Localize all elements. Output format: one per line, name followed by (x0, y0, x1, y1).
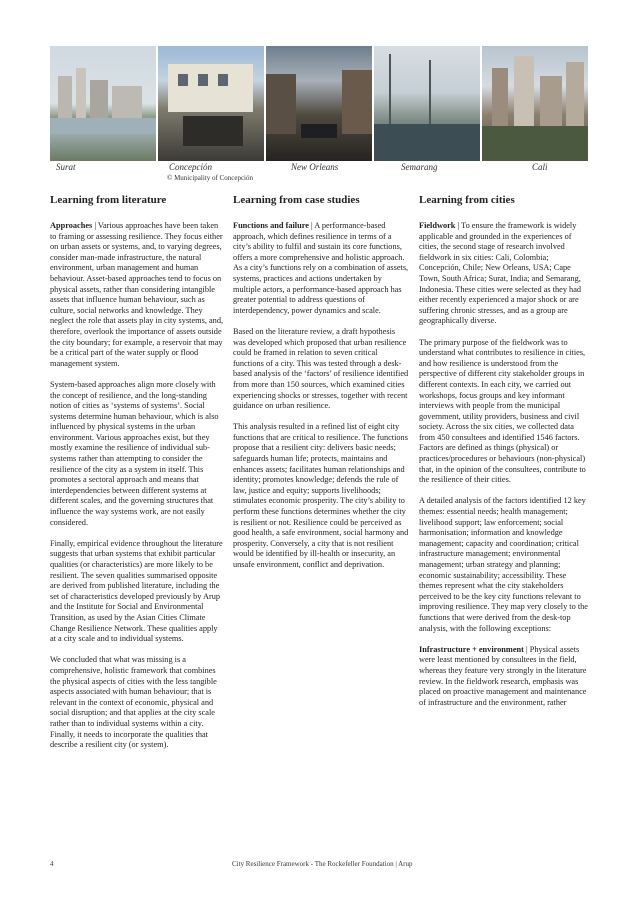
paragraph-infrastructure: Infrastructure + environment | Physical assets were least mentioned by consultees in the field, whereas they feature very strongly in the literature review. In the fieldwork research, emphasis was placed on proactive management and maintenance of infrastructure and the environment, rather (419, 644, 587, 707)
heading-cities: Learning from cities (419, 194, 515, 206)
paragraph-approaches: Approaches | Various approaches have been taken to framing or assessing resilience. They focus either on urban assets or systems, and, to varying degrees, consider man-made infrastructure, the natural environment, urban management and human behaviour. Asset-based approaches tend to focus on physical assets, rather than considering intangible assets that influence human behaviour, such as culture, social networks and knowledge. They neglect the role that assets play in city systems, and, therefore, overlook the importance of assets outside the city boundary; for example, a reservoir that may be a critical part of the water supply or flood management system. (50, 221, 224, 368)
page-number: 4 (50, 860, 54, 868)
caption-cali: Cali (532, 162, 548, 172)
photo-surat (50, 46, 156, 161)
footer-text: City Resilience Framework - The Rockefeller Foundation | Arup (232, 860, 413, 868)
column-literature (50, 194, 225, 761)
photo-semarang (372, 46, 480, 161)
heading-literature: Learning from literature (50, 194, 167, 206)
paragraph-functions-failure: Functions and failure | A performance-based approach, which defines resilience in terms of a city’s ability to fulfil and sustain its core functions, offers a more comprehensive and holistic approach. As a city’s functions rely on a combination of assets, systems, practices and actions undertaken by multiple actors, a performance-based approach has greater potential to address questions of interdependency, power dynamics and scale. (233, 221, 409, 315)
heading-case-studies: Learning from case studies (233, 194, 360, 206)
paragraph-fieldwork: Fieldwork | To ensure the framework is widely applicable and grounded in the experiences of cities, the second stage of research involved fieldwork in six cities: Cali, Colombia; Concepción, Chile; New Orleans, USA; Cape Town, South Africa; Surat, India; and Semarang, Indonesia. These cities were selected as they had either recently experienced a major shock or are suffering chronic stresses, and as a group are geographically diverse. (419, 221, 582, 326)
column-case-studies (233, 194, 410, 581)
paragraph-key-themes: A detailed analysis of the factors identified 12 key themes: essential needs; health management; livelihood support; law enforcement; social harmonisation; information and knowledge management; capacity and coordination; critical infrastructure management; environmental management; urban strategy and planning; economic sustainability; accessibility. These themes represent what the city stakeholders perceived to be the key city functions relevant to improving resilience. They map very closely to the functions that were derived from the desk-top analysis, with the following exceptions: (419, 496, 588, 633)
photo-strip (50, 46, 588, 161)
photo-credit: © Municipality of Concepción (167, 174, 253, 182)
lead-infrastructure: Infrastructure + environment (419, 644, 524, 654)
caption-surat: Surat (56, 162, 76, 172)
lead-approaches: Approaches (50, 221, 93, 230)
caption-new-orleans: New Orleans (291, 162, 339, 172)
paragraph-hypothesis: Based on the literature review, a draft hypothesis was developed which proposed that urban resilience could be framed in relation to seven critical functions of a city. This was tested through a desk-based analysis of the ‘factors’ of resilience identified from more than 150 sources, which examined cities experiencing shocks or stresses, together with recent guidance on urban resilience. (233, 326, 409, 411)
lead-functions-failure: Functions and failure (233, 221, 309, 230)
photo-new-orleans (264, 46, 372, 161)
photo-captions (56, 162, 588, 176)
column-cities (419, 194, 591, 719)
photo-cali (480, 46, 588, 161)
lead-fieldwork: Fieldwork (419, 221, 456, 230)
paragraph-system-based: System-based approaches align more closely with the concept of resilience, and the long-standing notion of cities as ‘systems of systems’. Social systems determine human behaviour, which is also influenced by physical systems in the urban environment. Various approaches exist, but they mostly examine the resilience of individual sub-systems rather than attempting to consider the resilience of the city as a system in itself. This promotes a sectoral approach and means that interdependencies between different systems at different scales, and the governing structures that influence the way systems work, are not easily considered. (50, 379, 219, 527)
paragraph-conclusion: We concluded that what was missing is a comprehensive, holistic framework that combines the physical aspects of cities with the less tangible aspects associated with human behaviour; that is relevant in the context of economic, physical and social disruption; and that applies at the city scale rather than to individual systems within a city. Finally, it needs to incorporate the qualities that describe a resilient city (or system). (50, 655, 217, 750)
caption-concepcion: Concepción (169, 162, 212, 172)
paragraph-empirical: Finally, empirical evidence throughout the literature suggests that urban systems that exhibit particular qualities (or characteristics) are more likely to be resilient. The seven qualities summarised opposite are derived from published literature, including the set of characteristics developed previously by Arup and the Institute for Social and Environmental Transition, as used by the Asian Cities Climate Change Resilience Network. These qualities apply at a city scale and to individual systems. (50, 538, 223, 644)
paragraph-eight-functions: This analysis resulted in a refined list of eight city functions that are critical to resilience. The functions propose that a resilient city: delivers basic needs; safeguards human life; protects, maintains and enhances assets; facilitates human relationships and identity; promotes knowledge; defends the rule of law, justice and equity; supports livelihoods; stimulates economic prosperity. The city’s ability to perform these functions determines whether the city is resilient or not. Resilience could be perceived as good health, a safe environment, social harmony and prosperity. Conversely, a city that is not resilient would be identified by ill-health or insecurity, an unsafe environment, conflict and deprivation. (233, 422, 409, 569)
photo-concepcion (156, 46, 264, 161)
paragraph-purpose: The primary purpose of the fieldwork was to understand what contributes to resilience in cities, and how resilience is understood from the perspective of different city stakeholder groups in different contexts. In each city, we carried out workshops, focus groups and key informant interviews with people from the municipal government, utility providers, business and civil society. Across the six cities, we collected data from 450 consultees and identified 1546 factors. Factors are defined as things (physical) or practices/procedures or behaviours (non-physical) that, in the opinion of the consultees, contribute to the resilience of their cities. (419, 337, 586, 485)
caption-semarang: Semarang (401, 162, 438, 172)
